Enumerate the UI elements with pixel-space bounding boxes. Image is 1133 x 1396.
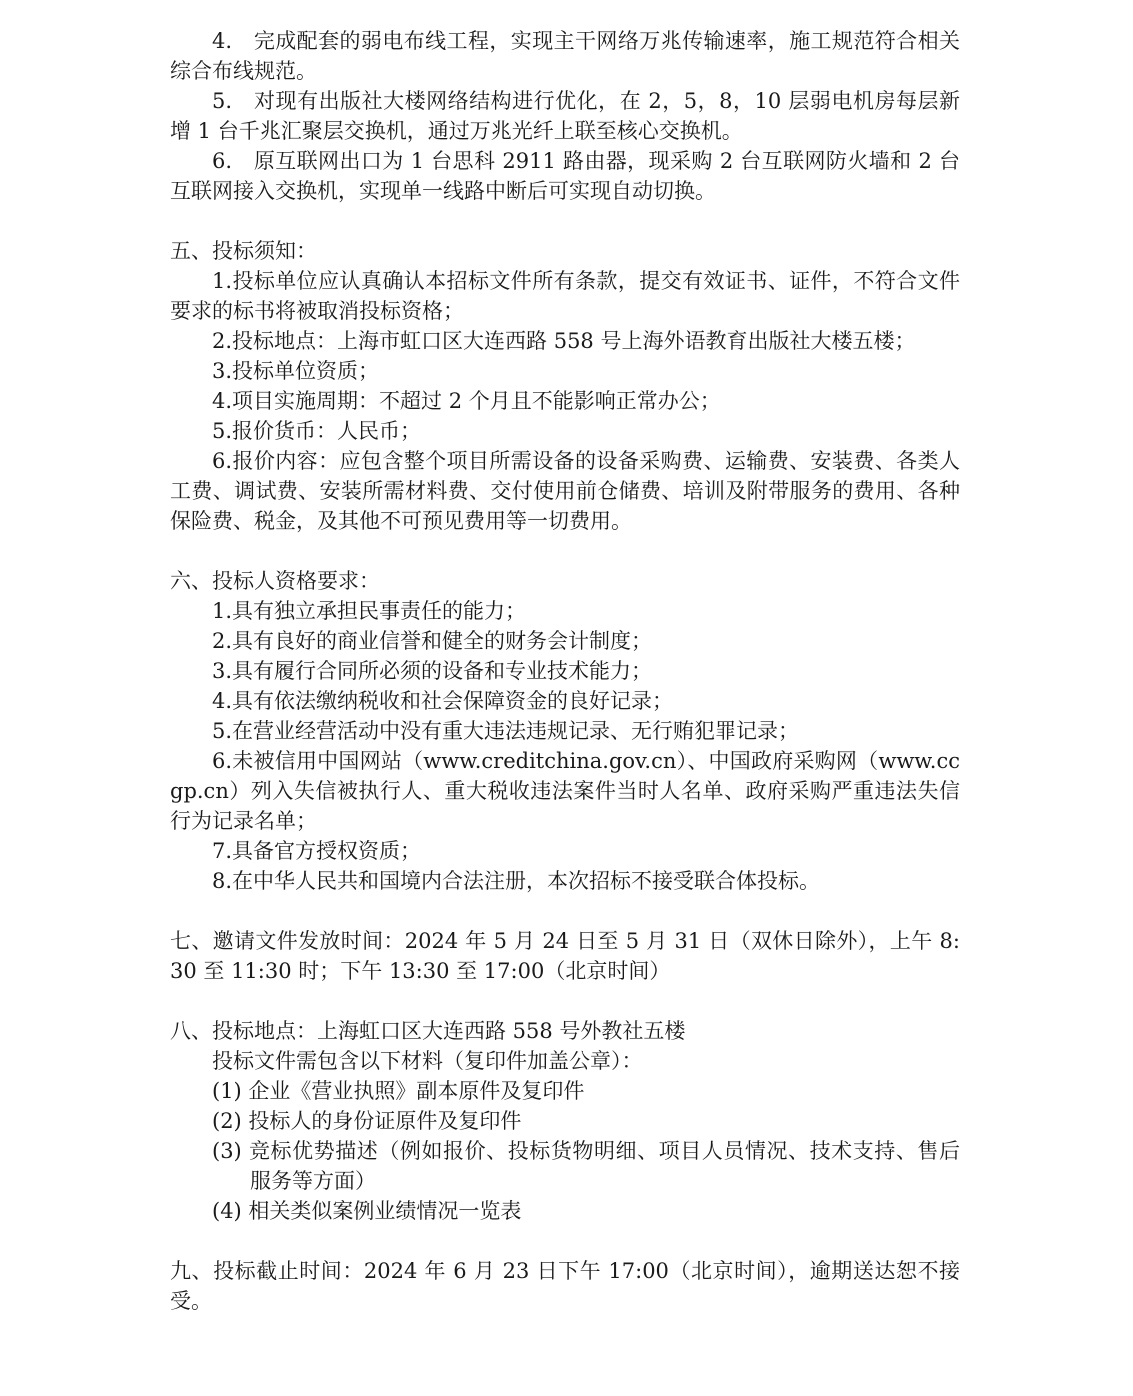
item-4-6: 6. 原互联网出口为 1 台思科 2911 路由器，现采购 2 台互联网防火墙和 2 台互联网接入交换机，实现单一线路中断后可实现自动切换。 (170, 149, 960, 203)
section-6 (170, 566, 960, 896)
spacer (170, 896, 960, 926)
section-6-item: 2.具有良好的商业信誉和健全的财务会计制度； (212, 629, 653, 653)
section-5-item: 2.投标地点：上海市虹口区大连西路 558 号上海外语教育出版社大楼五楼； (212, 329, 916, 353)
section-8-intro: 投标文件需包含以下材料（复印件加盖公章）： (212, 1049, 643, 1073)
item-4-5: 5. 对现有出版社大楼网络结构进行优化，在 2，5，8，10 层弱电机房每层新增 1 台千兆汇聚层交换机，通过万兆光纤上联至核心交换机。 (170, 89, 960, 143)
section-8-item: (2) 投标人的身份证原件及复印件 (212, 1109, 522, 1133)
section-5 (170, 236, 960, 536)
section-6-item: 1.具有独立承担民事责任的能力； (212, 599, 527, 623)
document-page (170, 26, 960, 1316)
spacer (170, 206, 960, 236)
spacer (170, 1226, 960, 1256)
section-5-item: 4.项目实施周期：不超过 2 个月且不能影响正常办公； (212, 389, 721, 413)
section-6-item: 6.未被信用中国网站（www.creditchina.gov.cn）、中国政府采购网（www.ccgp.cn）列入失信被执行人、重大税收违法案件当时人名单、政府采购严重违法失信行为记录名单； (170, 749, 960, 833)
spacer (170, 986, 960, 1016)
section-8-item: (4) 相关类似案例业绩情况一览表 (212, 1199, 522, 1223)
section-7 (170, 926, 960, 986)
section-9 (170, 1256, 960, 1316)
section-6-item: 7.具备官方授权资质； (212, 839, 422, 863)
section-6-item: 4.具有依法缴纳税收和社会保障资金的良好记录； (212, 689, 674, 713)
item-4-4: 4. 完成配套的弱电布线工程，实现主干网络万兆传输速率，施工规范符合相关综合布线规范。 (170, 29, 960, 83)
section-8-item: (1) 企业《营业执照》副本原件及复印件 (212, 1079, 585, 1103)
section-5-item: 1.投标单位应认真确认本招标文件所有条款，提交有效证书、证件，不符合文件要求的标书将被取消投标资格； (170, 269, 960, 323)
section-9-text: 九、投标截止时间：2024 年 6 月 23 日下午 17:00（北京时间），逾期送达恕不接受。 (170, 1259, 960, 1313)
section-5-item: 3.投标单位资质； (212, 359, 380, 383)
section-5-heading: 五、投标须知： (170, 239, 317, 263)
section-8-item: (3) 竞标优势描述（例如报价、投标货物明细、项目人员情况、技术支持、售后服务等方面） (212, 1139, 960, 1193)
section-6-heading: 六、投标人资格要求： (170, 569, 380, 593)
section-8-heading: 八、投标地点：上海虹口区大连西路 558 号外教社五楼 (170, 1019, 686, 1043)
section-8 (170, 1016, 960, 1226)
section-6-item: 3.具有履行合同所必须的设备和专业技术能力； (212, 659, 653, 683)
section-4-items (170, 26, 960, 206)
section-6-item: 8.在中华人民共和国境内合法注册，本次招标不接受联合体投标。 (212, 869, 821, 893)
section-7-text: 七、邀请文件发放时间：2024 年 5 月 24 日至 5 月 31 日（双休日除外），上午 8:30 至 11:30 时；下午 13:30 至 17:00（北京时间） (170, 929, 960, 983)
section-6-item: 5.在营业经营活动中没有重大违法违规记录、无行贿犯罪记录； (212, 719, 800, 743)
section-5-item: 6.报价内容：应包含整个项目所需设备的设备采购费、运输费、安装费、各类人工费、调试费、安装所需材料费、交付使用前仓储费、培训及附带服务的费用、各种保险费、税金，及其他不可预见费用等一切费用。 (170, 449, 960, 533)
section-5-item: 5.报价货币：人民币； (212, 419, 422, 443)
spacer (170, 536, 960, 566)
